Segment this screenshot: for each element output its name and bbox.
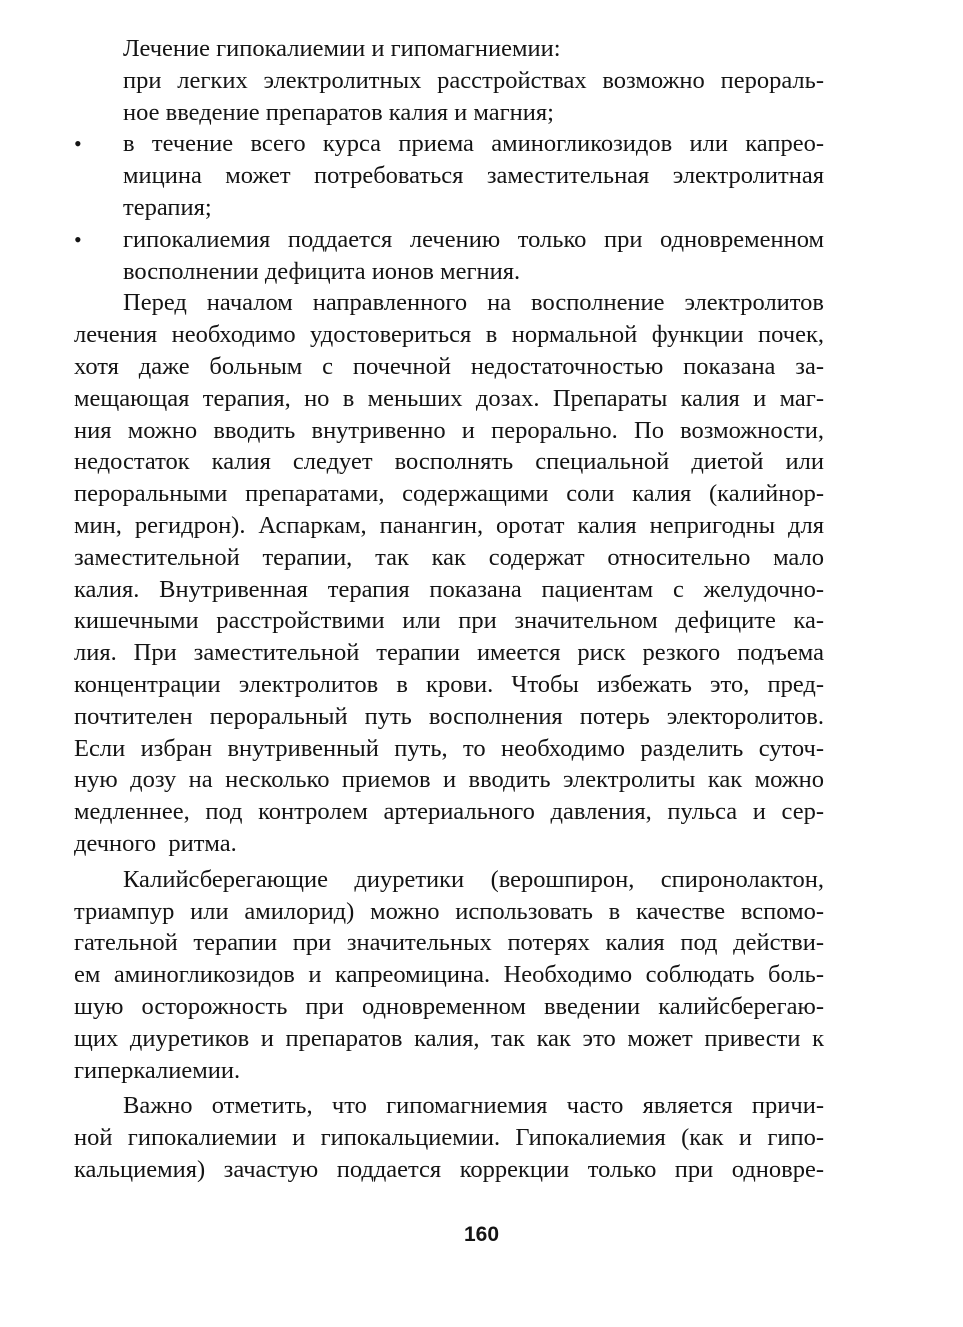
text-line: медленнее, под контролем артериального давления, пульса и сер- — [74, 798, 824, 826]
text-line: концентрации электролитов в крови. Чтобы избежать это, пред- — [74, 670, 824, 698]
text-line: терапия; — [123, 193, 212, 221]
text-line: ное введение препаратов калия и магния; — [123, 98, 554, 126]
text-line: шую осторожность при одновременном введении калийсберегаю- — [74, 992, 824, 1020]
text-line: лия. При заместительной терапии имеется риск резкого подъема — [74, 639, 824, 667]
text-line: дечного ритма. — [74, 829, 237, 857]
list-item — [74, 65, 824, 129]
text-line: при легких электролитных расстройствах возможно перораль- — [123, 66, 824, 94]
text-line: триампур или амилорид) можно использовать в качестве вспомо- — [74, 897, 824, 925]
bullet-icon: • — [74, 226, 82, 252]
page-number: 160 — [463, 1223, 500, 1246]
text-line: кальциемия) зачастую поддается коррекции только при одновре- — [74, 1155, 824, 1183]
text-line: гипокалиемия поддается лечению только при одновременном — [123, 225, 824, 253]
text-line: почтителен пероральный путь восполнения потерь электоролитов. — [74, 702, 824, 730]
text-line: хотя даже больным с почечной недостаточностью показана за- — [74, 352, 824, 380]
section-heading — [74, 33, 824, 65]
text-line: Если избран внутривенный путь, то необходимо разделить суточ- — [74, 734, 824, 762]
text-line: в течение всего курса приема аминогликозидов или капрео- — [123, 130, 824, 158]
text-line: мещающая терапия, но в меньших дозах. Препараты калия и маг- — [74, 384, 824, 412]
text-line: гательной терапии при значительных потерях калия под действи- — [74, 929, 824, 957]
bulleted-line — [74, 224, 824, 256]
text-line: пероральными препаратами, содержащими соли калия (калийнор- — [74, 480, 824, 508]
text-line: мин, регидрон). Аспаркам, панангин, оротат калия непригодны для — [74, 511, 824, 539]
paragraph — [74, 287, 824, 859]
text-line: щих диуретиков и препаратов калия, так как это может привести к — [74, 1024, 824, 1052]
text-line: калия. Внутривенная терапия показана пациентам с желудочно- — [74, 575, 824, 603]
bulleted-line — [74, 128, 824, 160]
text-line: ния можно вводить внутривенно и перорально. По возможности, — [74, 416, 824, 444]
text-line: ем аминогликозидов и капреомицина. Необходимо соблюдать боль- — [74, 961, 824, 989]
text-line: ной гипокалиемии и гипокальциемии. Гипокалиемия (как и гипо- — [74, 1124, 824, 1152]
list-item — [74, 224, 824, 288]
text-line: кишечными расстройствими или при значительном дефиците ка- — [74, 607, 824, 635]
text-line: мицина может потребоваться заместительная электролитная — [123, 162, 824, 190]
text-line: ную дозу на несколько приемов и вводить электролиты как можно — [74, 766, 824, 794]
text-line: Калийсберегающие диуретики (верошпирон, спиронолактон, — [123, 865, 824, 893]
paragraph — [74, 864, 824, 1087]
paragraph — [74, 1090, 824, 1185]
bullet-icon: • — [74, 131, 82, 157]
text-line: гиперкалиемии. — [74, 1056, 241, 1084]
text-line: лечения необходимо удостовериться в нормальной функции почек, — [74, 321, 824, 349]
text-line: недостаток калия следует восполнять специальной диетой или — [74, 448, 824, 476]
text-line: заместительной терапии, так как содержат относительно мало — [74, 543, 824, 571]
text-line: Перед началом направленного на восполнение электролитов — [123, 289, 824, 317]
list-item — [74, 128, 824, 223]
page-body — [74, 33, 824, 1186]
text-line: Лечение гипокалиемии и гипомагниемии: — [123, 35, 561, 62]
text-line: восполнении дефицита ионов мегния. — [123, 257, 521, 285]
text-line: Важно отметить, что гипомагниемия часто является причи- — [123, 1092, 824, 1120]
